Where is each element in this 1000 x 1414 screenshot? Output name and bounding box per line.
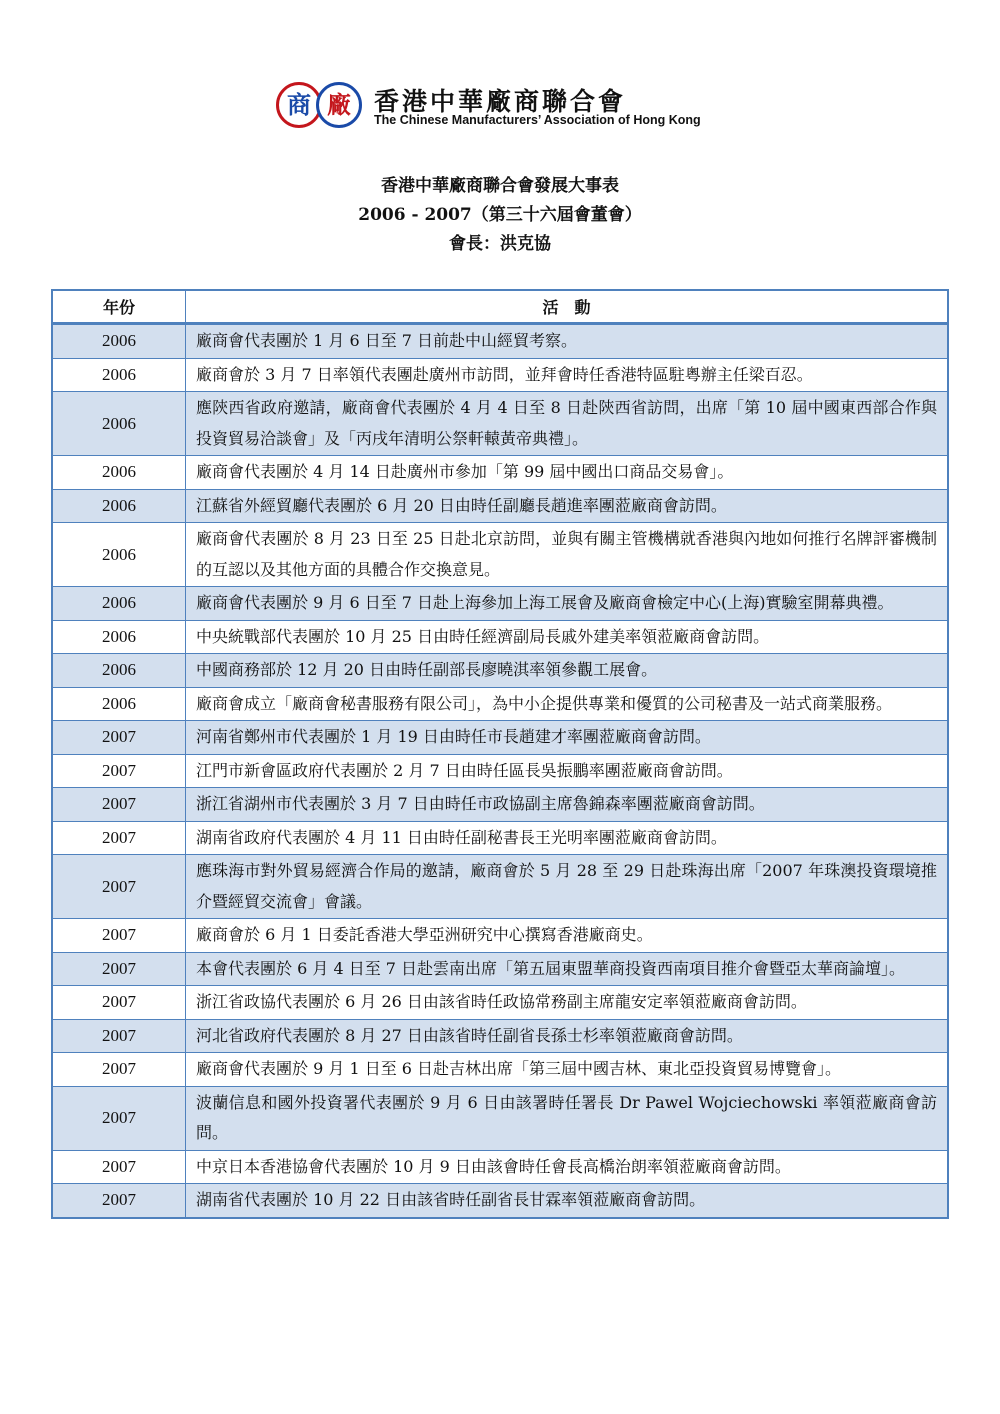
year-cell: 2007 — [52, 1150, 186, 1184]
activity-cell: 廠商會代表團於 9 月 6 日至 7 日赴上海參加上海工展會及廠商會檢定中心(上海)實驗室開幕典禮。 — [186, 587, 949, 621]
year-cell: 2007 — [52, 1053, 186, 1087]
table-row — [52, 523, 948, 587]
document-title: 香港中華廠商聯合會發展大事表 — [381, 176, 619, 196]
table-row — [52, 788, 948, 822]
table-row — [52, 489, 948, 523]
activity-cell: 廠商會成立「廠商會秘書服務有限公司」，為中小企提供專業和優質的公司秘書及一站式商業服務。 — [186, 687, 949, 721]
year-cell: 2006 — [52, 523, 186, 587]
table-header-row — [52, 290, 948, 324]
table-row — [52, 1150, 948, 1184]
year-cell: 2007 — [52, 986, 186, 1020]
activity-cell: 本會代表團於 6 月 4 日至 7 日赴雲南出席「第五屆東盟華商投資西南項目推介會暨亞太華商論壇」。 — [186, 952, 949, 986]
activity-cell: 湖南省政府代表團於 4 月 11 日由時任副秘書長王光明率團蒞廠商會訪問。 — [186, 821, 949, 855]
table-row — [52, 392, 948, 456]
table-row — [52, 986, 948, 1020]
column-header-activity: 活 動 — [186, 290, 949, 324]
table-row — [52, 324, 948, 359]
table-row — [52, 687, 948, 721]
table-row — [52, 754, 948, 788]
year-cell: 2007 — [52, 1019, 186, 1053]
activity-cell: 應珠海市對外貿易經濟合作局的邀請，廠商會於 5 月 28 至 29 日赴珠海出席「2007 年珠澳投資環境推介暨經貿交流會」會議。 — [186, 855, 949, 919]
activity-cell: 廠商會代表團於 4 月 14 日赴廣州市參加「第 99 屆中國出口商品交易會」。 — [186, 456, 949, 490]
year-cell: 2007 — [52, 1184, 186, 1218]
table-row — [52, 587, 948, 621]
activity-cell: 廠商會於 6 月 1 日委託香港大學亞洲研究中心撰寫香港廠商史。 — [186, 919, 949, 953]
year-cell: 2006 — [52, 620, 186, 654]
activity-cell: 波蘭信息和國外投資署代表團於 9 月 6 日由該署時任署長 Dr Pawel Wojciechowski 率領蒞廠商會訪問。 — [186, 1086, 949, 1150]
table-row — [52, 456, 948, 490]
year-cell: 2006 — [52, 456, 186, 490]
events-table — [51, 289, 949, 1219]
table-row — [52, 1184, 948, 1218]
activity-cell: 江門市新會區政府代表團於 2 月 7 日由時任區長吳振鵬率團蒞廠商會訪問。 — [186, 754, 949, 788]
activity-cell: 浙江省政協代表團於 6 月 26 日由該省時任政協常務副主席龍安定率領蒞廠商會訪問。 — [186, 986, 949, 1020]
activity-cell: 江蘇省外經貿廳代表團於 6 月 20 日由時任副廳長趙進率團蒞廠商會訪問。 — [186, 489, 949, 523]
activity-cell: 浙江省湖州市代表團於 3 月 7 日由時任市政協副主席魯錦森率團蒞廠商會訪問。 — [186, 788, 949, 822]
year-cell: 2007 — [52, 754, 186, 788]
logo-emblem-right: 廠 — [316, 82, 362, 128]
org-name-chinese: 香港中華廠商聯合會 — [374, 87, 627, 116]
year-cell: 2007 — [52, 721, 186, 755]
year-cell: 2007 — [52, 1086, 186, 1150]
activity-cell: 河北省政府代表團於 8 月 27 日由該省時任副省長孫士杉率領蒞廠商會訪問。 — [186, 1019, 949, 1053]
year-cell: 2006 — [52, 324, 186, 359]
document-period: 2006 - 2007（第三十六屆會董會） — [358, 205, 642, 225]
table-row — [52, 919, 948, 953]
activity-cell: 中國商務部於 12 月 20 日由時任副部長廖曉淇率領參觀工展會。 — [186, 654, 949, 688]
document-chairman: 會長：洪克協 — [449, 234, 551, 254]
activity-cell: 湖南省代表團於 10 月 22 日由該省時任副省長甘霖率領蒞廠商會訪問。 — [186, 1184, 949, 1218]
table-row — [52, 821, 948, 855]
document-title-block — [0, 172, 1000, 259]
activity-cell: 河南省鄭州市代表團於 1 月 19 日由時任市長趙建才率團蒞廠商會訪問。 — [186, 721, 949, 755]
activity-cell: 廠商會代表團於 9 月 1 日至 6 日赴吉林出席「第三屆中國吉林、東北亞投資貿易博覽會」。 — [186, 1053, 949, 1087]
year-cell: 2006 — [52, 587, 186, 621]
table-row — [52, 620, 948, 654]
activity-cell: 廠商會代表團於 1 月 6 日至 7 日前赴中山經貿考察。 — [186, 324, 949, 359]
activity-cell: 中央統戰部代表團於 10 月 25 日由時任經濟副局長戚外建美率領蒞廠商會訪問。 — [186, 620, 949, 654]
table-body — [52, 324, 948, 1218]
year-cell: 2007 — [52, 919, 186, 953]
table-row — [52, 358, 948, 392]
year-cell: 2007 — [52, 788, 186, 822]
table-row — [52, 721, 948, 755]
table-row — [52, 1019, 948, 1053]
year-cell: 2007 — [52, 821, 186, 855]
activity-cell: 廠商會於 3 月 7 日率領代表團赴廣州市訪問，並拜會時任香港特區駐粵辦主任梁百忍。 — [186, 358, 949, 392]
year-cell: 2006 — [52, 687, 186, 721]
year-cell: 2007 — [52, 855, 186, 919]
year-cell: 2006 — [52, 392, 186, 456]
org-name-english: The Chinese Manufacturers’ Association of Hong Kong — [374, 113, 701, 127]
column-header-year: 年份 — [52, 290, 186, 324]
organization-logo — [276, 82, 736, 132]
table-row — [52, 1086, 948, 1150]
table-row — [52, 855, 948, 919]
year-cell: 2006 — [52, 489, 186, 523]
year-cell: 2006 — [52, 358, 186, 392]
table-row — [52, 952, 948, 986]
activity-cell: 廠商會代表團於 8 月 23 日至 25 日赴北京訪問，並與有關主管機構就香港與內地如何推行名牌評審機制的互認以及其他方面的具體合作交換意見。 — [186, 523, 949, 587]
activity-cell: 中京日本香港協會代表團於 10 月 9 日由該會時任會長高橋治朗率領蒞廠商會訪問。 — [186, 1150, 949, 1184]
table-row — [52, 654, 948, 688]
year-cell: 2006 — [52, 654, 186, 688]
logo-emblem-left: 商 — [276, 82, 322, 128]
activity-cell: 應陝西省政府邀請，廠商會代表團於 4 月 4 日至 8 日赴陝西省訪問，出席「第 10 屆中國東西部合作與投資貿易洽談會」及「丙戌年清明公祭軒轅黃帝典禮」。 — [186, 392, 949, 456]
year-cell: 2007 — [52, 952, 186, 986]
table-row — [52, 1053, 948, 1087]
